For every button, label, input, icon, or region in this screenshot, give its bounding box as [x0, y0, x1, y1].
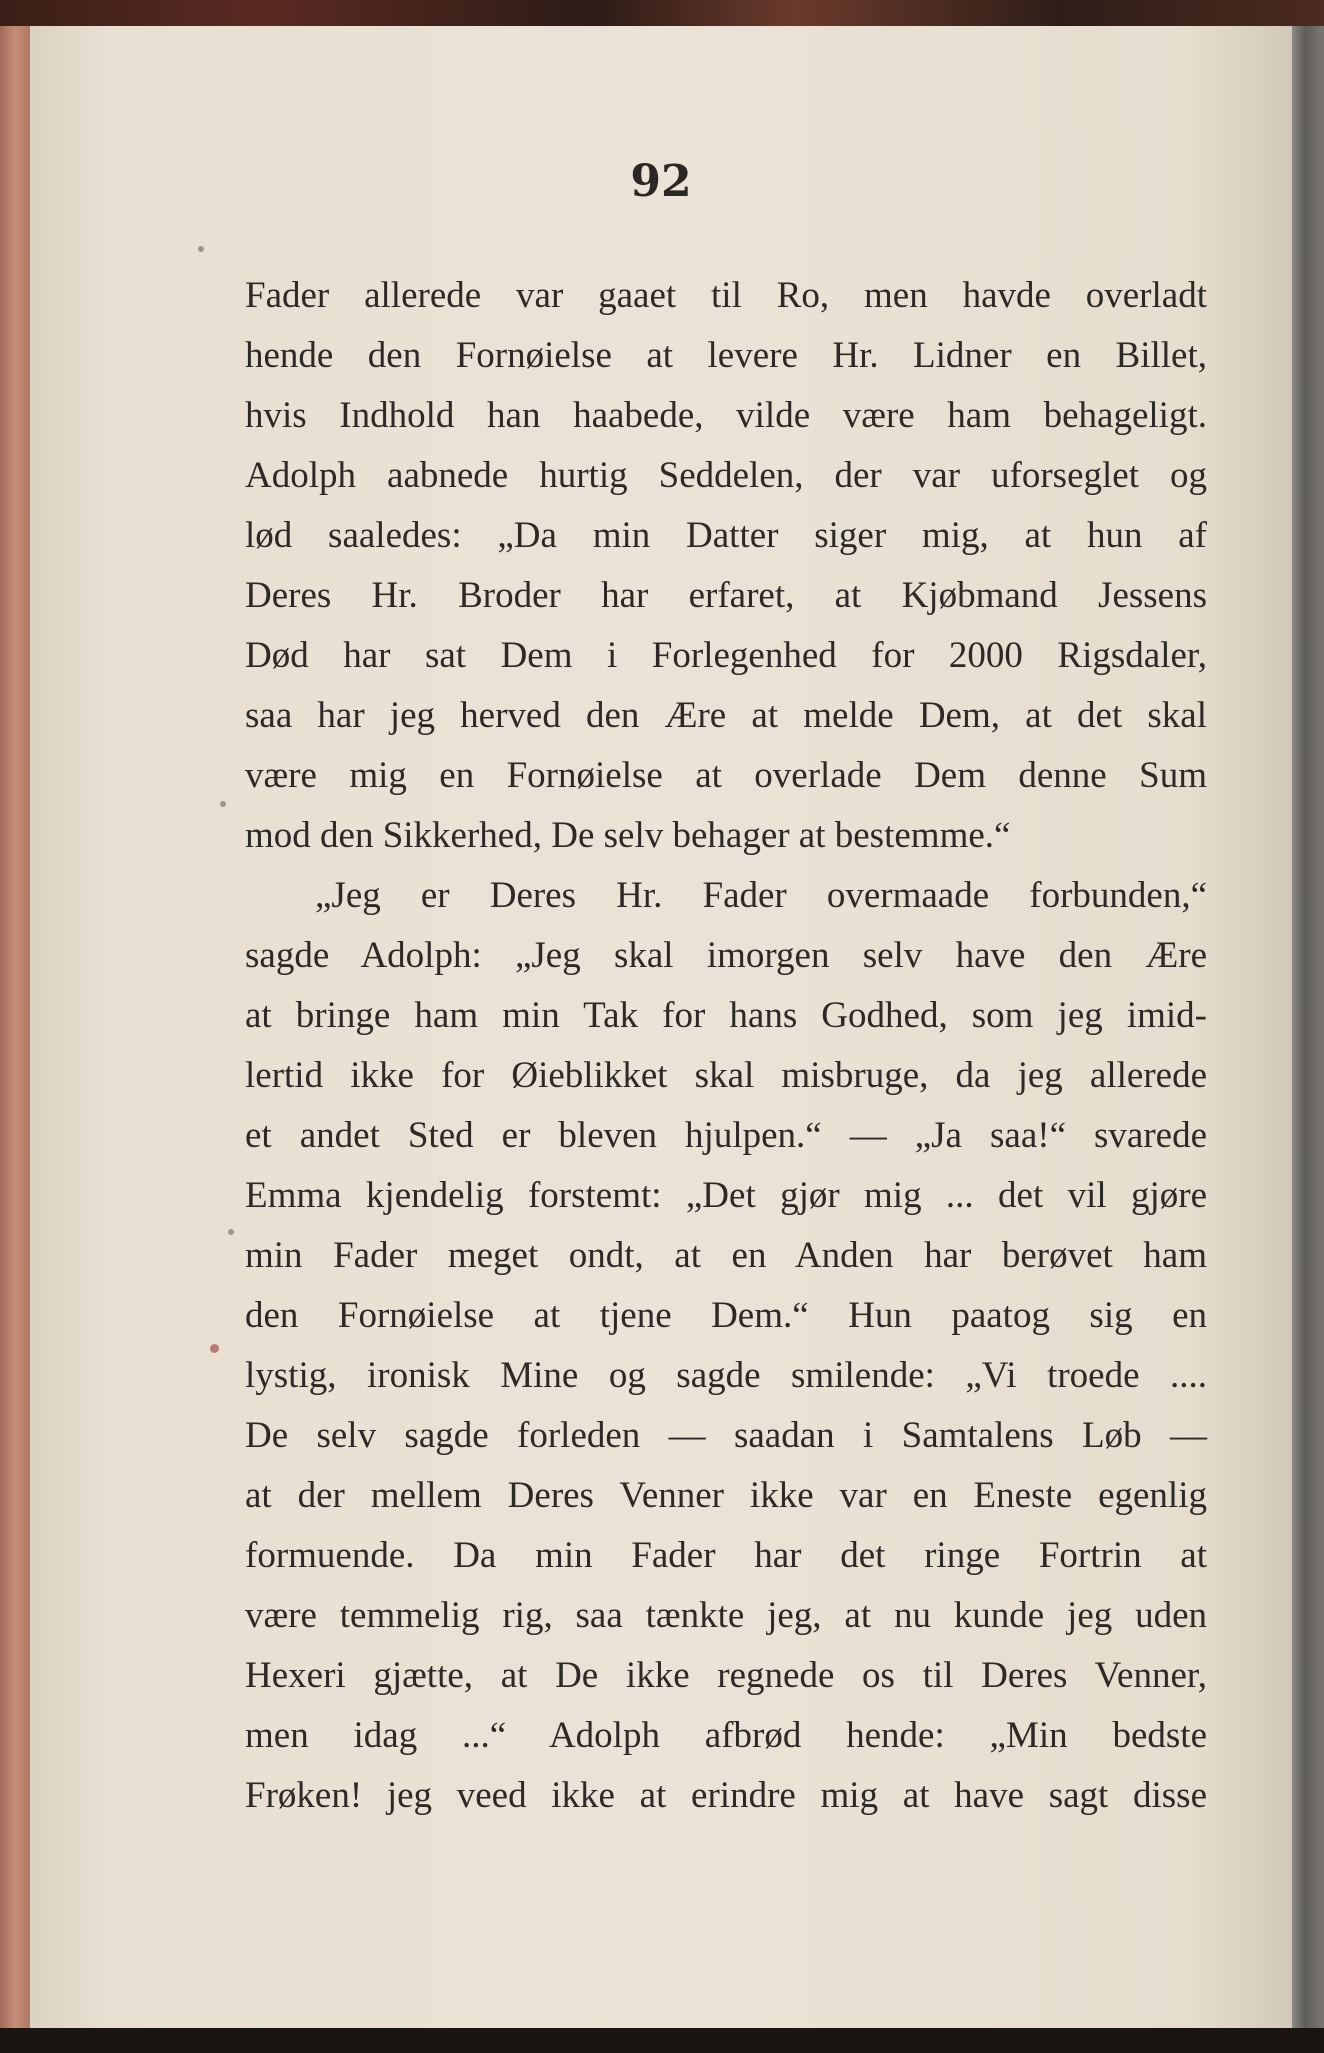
- text-line: lystig, ironisk Mine og sagde smilende: „Vi troede ....: [245, 1355, 1207, 1396]
- text-line: sagde Adolph: „Jeg skal imorgen selv have den Ære: [245, 935, 1207, 976]
- text-line: Død har sat Dem i Forlegenhed for 2000 Rigsdaler,: [245, 635, 1207, 676]
- paper-speck: [198, 246, 204, 252]
- text-line: De selv sagde forleden — saadan i Samtalens Løb —: [245, 1415, 1207, 1456]
- book-page-block-edge: [1292, 26, 1324, 2028]
- text-line: den Fornøielse at tjene Dem.“ Hun paatog sig en: [245, 1295, 1207, 1336]
- text-line: være mig en Fornøielse at overlade Dem denne Sum: [245, 755, 1207, 796]
- book-page: [30, 26, 1292, 2028]
- text-line: men idag ...“ Adolph afbrød hende: „Min bedste: [245, 1715, 1207, 1756]
- text-line: mod den Sikkerhed, De selv behager at bestemme.“: [245, 815, 1011, 856]
- text-line: Deres Hr. Broder har erfaret, at Kjøbmand Jessens: [245, 575, 1207, 616]
- book-left-edge: [0, 26, 30, 2028]
- text-line: at bringe ham min Tak for hans Godhed, som jeg imid-: [245, 995, 1207, 1036]
- text-line: Frøken! jeg veed ikke at erindre mig at have sagt disse: [245, 1775, 1207, 1816]
- text-line: lød saaledes: „Da min Datter siger mig, at hun af: [245, 515, 1207, 556]
- text-line: saa har jeg herved den Ære at melde Dem, at det skal: [245, 695, 1207, 736]
- body-text: [245, 266, 1207, 1826]
- text-line: „Jeg er Deres Hr. Fader overmaade forbunden,“: [315, 875, 1207, 916]
- text-line: formuende. Da min Fader har det ringe Fortrin at: [245, 1535, 1207, 1576]
- paper-speck: [220, 801, 226, 807]
- text-line: Emma kjendelig forstemt: „Det gjør mig ... det vil gjøre: [245, 1175, 1207, 1216]
- text-line: et andet Sted er bleven hjulpen.“ — „Ja saa!“ svarede: [245, 1115, 1207, 1156]
- text-line: være temmelig rig, saa tænkte jeg, at nu kunde jeg uden: [245, 1595, 1207, 1636]
- text-line: Adolph aabnede hurtig Seddelen, der var uforseglet og: [245, 455, 1207, 496]
- page-number: 92: [630, 156, 692, 207]
- text-line: Hexeri gjætte, at De ikke regnede os til Deres Venner,: [245, 1655, 1207, 1696]
- text-line: hvis Indhold han haabede, vilde være ham behageligt.: [245, 395, 1207, 436]
- paper-speck: [210, 1344, 219, 1353]
- text-line: at der mellem Deres Venner ikke var en Eneste egenlig: [245, 1475, 1207, 1516]
- text-line: min Fader meget ondt, at en Anden har berøvet ham: [245, 1235, 1207, 1276]
- book-top-edge: [0, 0, 1324, 26]
- text-line: Fader allerede var gaaet til Ro, men havde overladt: [245, 275, 1207, 316]
- text-line: lertid ikke for Øieblikket skal misbruge, da jeg allerede: [245, 1055, 1207, 1096]
- book-bottom-edge: [0, 2028, 1324, 2053]
- paper-speck: [228, 1229, 234, 1235]
- text-line: hende den Fornøielse at levere Hr. Lidner en Billet,: [245, 335, 1207, 376]
